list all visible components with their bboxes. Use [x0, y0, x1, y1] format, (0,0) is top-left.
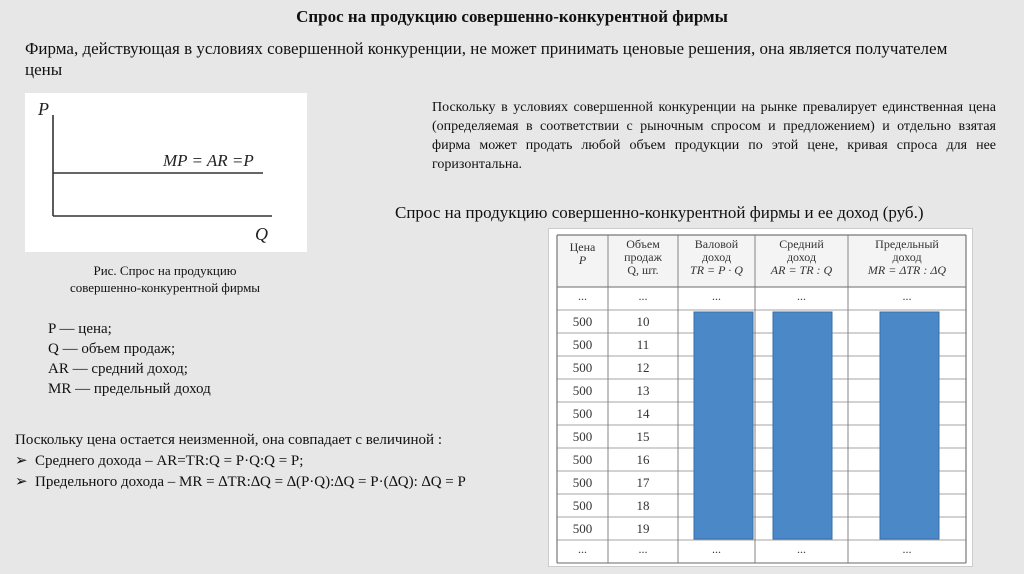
- price-cell: 500: [572, 452, 593, 467]
- table-header-cell: продаж: [624, 250, 662, 264]
- conclusion: [15, 430, 466, 493]
- table-header-cell: P: [578, 253, 587, 267]
- legend-item: AR — средний доход;: [48, 361, 188, 377]
- table-header-cell: TR = P · Q: [690, 263, 743, 277]
- bullet-arrow-icon: ➢: [15, 453, 28, 469]
- conclusion-item-text: Среднего дохода – AR=TR:Q = P·Q:Q = P;: [35, 453, 304, 469]
- explanation-text: Поскольку в условиях совершенной конкуренции на рынке превалирует единственная цена (определяемая в соответствии с рыночным спросом и предложением) и отдельно взятая фирма может продать любой объем продукции по этой цене, кривая спроса для нее горизонтальна.: [432, 100, 996, 172]
- legend: [48, 319, 211, 399]
- quantity-cell: 12: [636, 360, 650, 375]
- demand-line-label: MP = AR =P: [163, 151, 254, 170]
- table-header-cell: Q, шт.: [627, 263, 659, 277]
- legend-item: P — цена;: [48, 321, 112, 337]
- price-cell: 500: [572, 360, 593, 375]
- table-ellipsis-cell: ...: [902, 542, 912, 556]
- conclusion-item: [15, 451, 466, 472]
- conclusion-intro: Поскольку цена остается неизменной, она совпадает с величиной :: [15, 432, 442, 448]
- legend-item: Q — объем продаж;: [48, 341, 176, 357]
- conclusion-item-text: Предельного дохода – MR = ∆TR:∆Q = ∆(P·Q):∆Q = P·(∆Q): ∆Q = P: [35, 474, 466, 490]
- price-cell: 500: [572, 337, 593, 352]
- revenue-table-svg: [549, 229, 972, 566]
- price-cell: 500: [572, 475, 593, 490]
- price-cell: 500: [572, 383, 593, 398]
- table-ellipsis-cell: ...: [578, 542, 587, 556]
- table-header-cell: MR = ΔTR : ΔQ: [867, 263, 947, 277]
- caption-line-2: совершенно-конкурентной фирмы: [69, 280, 261, 295]
- demand-graph-svg: [25, 93, 307, 252]
- caption-line-1: Рис. Спрос на продукцию: [93, 263, 237, 278]
- table-header-cell: Валовой: [694, 237, 739, 251]
- demand-graph: [25, 93, 307, 252]
- table-title: Спрос на продукцию совершенно-конкурентной фирмы и ее доход (руб.): [395, 203, 924, 222]
- quantity-cell: 15: [636, 429, 650, 444]
- table-ellipsis-cell: ...: [638, 542, 648, 556]
- hidden-answer-block: [694, 312, 753, 539]
- table-header-cell: Предельный: [875, 237, 939, 251]
- table-header-cell: доход: [701, 250, 732, 264]
- p-axis-label: P: [38, 99, 49, 119]
- quantity-cell: 17: [636, 475, 650, 490]
- quantity-cell: 13: [636, 383, 650, 398]
- q-axis-label: Q: [255, 224, 268, 244]
- quantity-cell: 19: [636, 521, 650, 536]
- table-header-cell: Объем: [626, 237, 660, 251]
- revenue-table: [548, 228, 973, 567]
- price-cell: 500: [572, 498, 593, 513]
- table-ellipsis-cell: ...: [712, 289, 721, 303]
- quantity-cell: 10: [636, 314, 650, 329]
- table-ellipsis-cell: ...: [797, 289, 806, 303]
- price-cell: 500: [572, 314, 593, 329]
- price-cell: 500: [572, 429, 593, 444]
- hidden-answer-block: [880, 312, 939, 539]
- intro-text: Фирма, действующая в условиях совершенной конкуренции, не может принимать ценовые решения, она является получателем цены: [25, 39, 948, 79]
- price-cell: 500: [572, 521, 593, 536]
- figure-caption: [30, 262, 300, 296]
- table-ellipsis-cell: ...: [638, 289, 648, 303]
- table-header-cell: доход: [892, 250, 922, 264]
- table-ellipsis-cell: ...: [902, 289, 912, 303]
- table-ellipsis-cell: ...: [578, 289, 587, 303]
- table-header-cell: доход: [786, 250, 817, 264]
- table-ellipsis-cell: ...: [712, 542, 721, 556]
- table-ellipsis-cell: ...: [797, 542, 806, 556]
- quantity-cell: 14: [636, 406, 650, 421]
- legend-item: MR — предельный доход: [48, 381, 211, 397]
- table-header-cell: Цена: [569, 240, 596, 254]
- table-header-cell: Средний: [779, 237, 824, 251]
- page-title: Спрос на продукцию совершенно-конкурентной фирмы: [296, 7, 728, 26]
- price-cell: 500: [572, 406, 593, 421]
- bullet-arrow-icon: ➢: [15, 474, 28, 490]
- conclusion-item: [15, 472, 466, 493]
- hidden-answer-block: [773, 312, 832, 539]
- quantity-cell: 16: [636, 452, 650, 467]
- quantity-cell: 18: [636, 498, 650, 513]
- table-header-cell: AR = TR : Q: [770, 263, 833, 277]
- quantity-cell: 11: [636, 337, 650, 352]
